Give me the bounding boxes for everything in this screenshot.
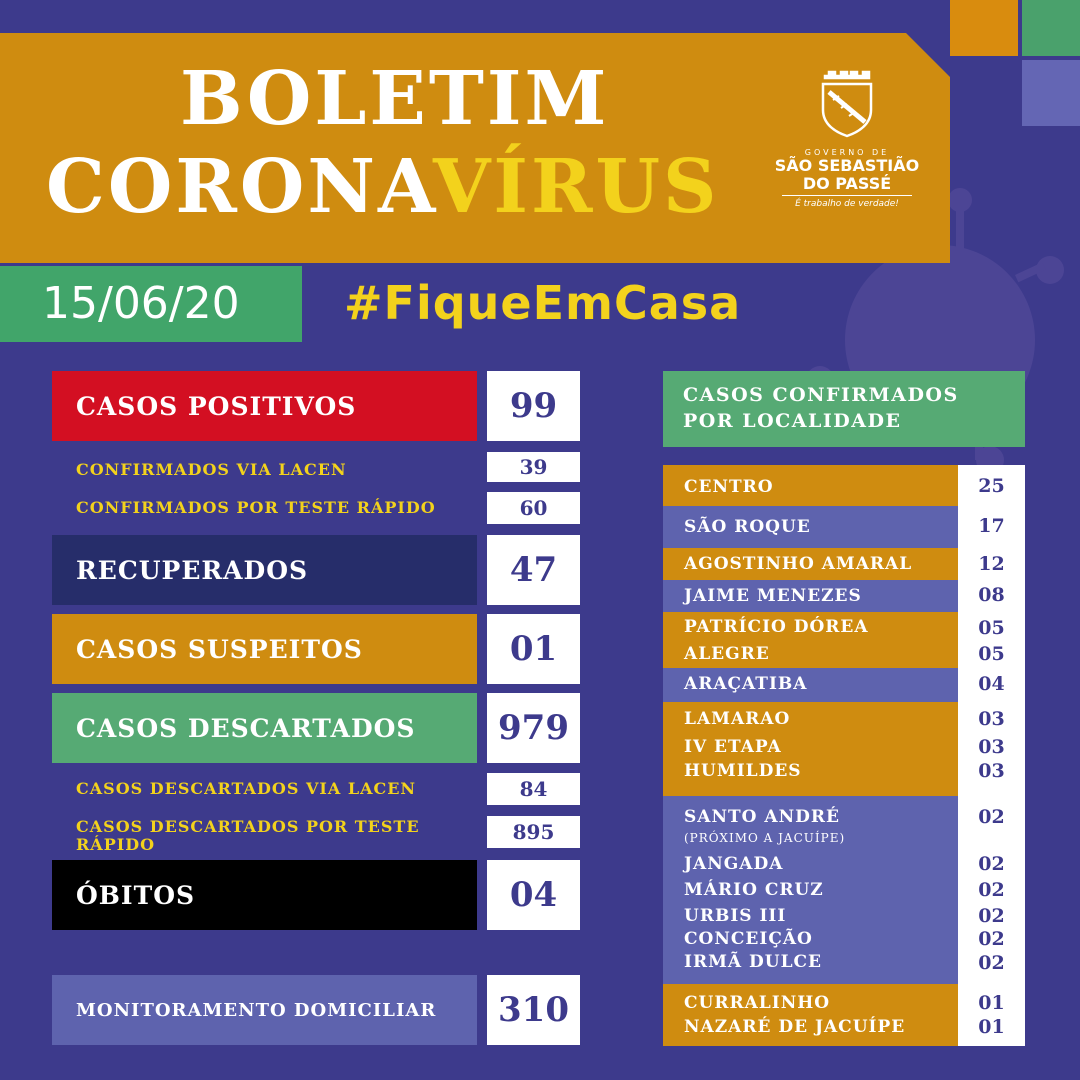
descartados-teste-label-line1: CASOS DESCARTADOS POR TESTE	[76, 817, 420, 836]
localidade-name: IRMÃ DULCE	[684, 952, 823, 972]
localidade-name: ARAÇATIBA	[684, 674, 808, 694]
hashtag: #FiqueEmCasa	[344, 276, 742, 330]
logo-tagline: É trabalho de verdade!	[795, 199, 899, 210]
corner-square-lavender	[1022, 60, 1080, 126]
descartados-teste-value: 895	[487, 816, 580, 848]
casos-descartados-label: CASOS DESCARTADOS	[52, 693, 477, 763]
localidade-name: SÃO ROQUE	[684, 517, 811, 537]
obitos-value: 04	[487, 860, 580, 930]
descartados-lacen-label: CASOS DESCARTADOS VIA LACEN	[76, 779, 417, 798]
casos-suspeitos-label: CASOS SUSPEITOS	[52, 614, 477, 684]
casos-descartados-value: 979	[487, 693, 580, 763]
monitoramento-value: 310	[487, 975, 580, 1045]
municipal-logo	[772, 70, 922, 240]
localidade-name: NAZARÉ DE JACUÍPE	[684, 1017, 906, 1037]
confirmados-lacen-value: 39	[487, 452, 580, 482]
localidade-name: MÁRIO CRUZ	[684, 880, 824, 900]
logo-city-line1: SÃO SEBASTIÃO	[774, 156, 920, 175]
date-badge: 15/06/20	[0, 266, 302, 342]
logo-city-line2: DO PASSÉ	[802, 173, 892, 193]
localidade-name: URBIS III	[684, 906, 787, 926]
localidade-header-line2: POR LOCALIDADE	[683, 409, 902, 432]
localidade-value: 02	[978, 853, 1005, 875]
localidade-value: 03	[978, 708, 1005, 730]
title-line1: BOLETIM	[180, 56, 610, 142]
confirmados-lacen-label: CONFIRMADOS VIA LACEN	[76, 460, 347, 479]
localidade-value: 02	[978, 928, 1005, 950]
localidade-name: CENTRO	[684, 477, 774, 497]
title-virus: VÍRUS	[433, 144, 720, 230]
localidade-value: 05	[978, 643, 1005, 665]
localidade-name: ALEGRE	[684, 644, 770, 664]
descartados-lacen-value: 84	[487, 773, 580, 805]
recuperados-value: 47	[487, 535, 580, 605]
confirmados-teste-label: CONFIRMADOS POR TESTE RÁPIDO	[76, 498, 436, 517]
localidade-value: 02	[978, 879, 1005, 901]
recuperados-label: RECUPERADOS	[52, 535, 477, 605]
localidade-value: 25	[978, 475, 1005, 497]
localidade-name: CURRALINHO	[684, 993, 831, 1013]
localidade-name: IV ETAPA	[684, 737, 782, 757]
casos-suspeitos-value: 01	[487, 614, 580, 684]
confirmados-teste-value: 60	[487, 492, 580, 524]
localidade-name: SANTO ANDRÉ	[684, 807, 840, 827]
localidade-value: 02	[978, 905, 1005, 927]
localidade-name: PATRÍCIO DÓREA	[684, 617, 869, 637]
localidade-value: 01	[978, 1016, 1005, 1038]
corner-square-gold	[950, 0, 1018, 56]
logo-divider	[782, 195, 912, 196]
corner-square-green	[1022, 0, 1080, 56]
localidade-name: HUMILDES	[684, 761, 802, 781]
localidade-value: 08	[978, 584, 1005, 606]
localidade-name: LAMARAO	[684, 709, 791, 729]
localidade-value: 02	[978, 952, 1005, 974]
coat-of-arms-icon	[815, 70, 879, 140]
casos-positivos-value: 99	[487, 371, 580, 441]
obitos-label: ÓBITOS	[52, 860, 477, 930]
localidade-value: 03	[978, 736, 1005, 758]
localidade-name: JAIME MENEZES	[684, 586, 862, 606]
localidade-name: AGOSTINHO AMARAL	[684, 554, 913, 574]
logo-governo-de: GOVERNO DE	[804, 148, 890, 157]
localidade-value: 01	[978, 992, 1005, 1014]
title-corona: CORONA	[46, 144, 433, 230]
monitoramento-label: MONITORAMENTO DOMICILIAR	[52, 975, 477, 1045]
localidade-value: 05	[978, 617, 1005, 639]
localidade-name: JANGADA	[684, 854, 784, 874]
localidade-value: 12	[978, 553, 1005, 575]
localidade-header	[663, 371, 1025, 447]
localidade-subname: (PRÓXIMO A JACUÍPE)	[684, 831, 846, 845]
localidade-value: 17	[978, 515, 1005, 537]
casos-positivos-label: CASOS POSITIVOS	[52, 371, 477, 441]
localidade-value: 03	[978, 760, 1005, 782]
localidade-value: 04	[978, 673, 1005, 695]
descartados-teste-label-line2: RÁPIDO	[76, 835, 156, 854]
title-line2	[46, 144, 720, 230]
localidade-name: CONCEIÇÃO	[684, 929, 813, 949]
localidade-value: 02	[978, 806, 1005, 828]
localidade-header-line1: CASOS CONFIRMADOS	[683, 384, 959, 406]
